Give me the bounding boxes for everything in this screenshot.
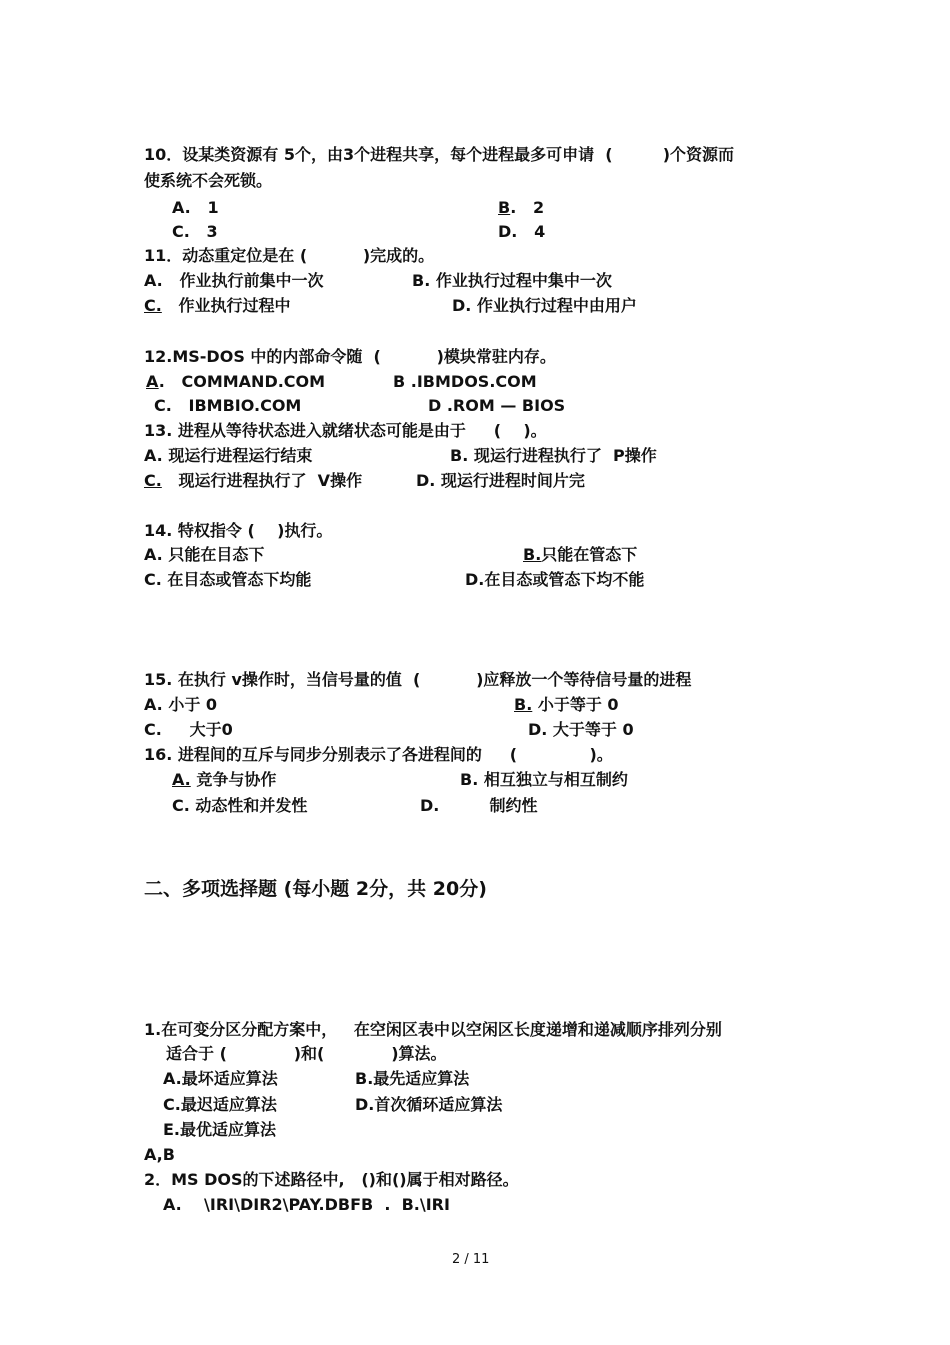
q14-answer-mark: B. [523,545,542,564]
q15-answer-mark: B. [514,695,533,714]
q16-option-b: B. 相互独立与相互制约 [460,770,628,789]
q15-stem: 15. 在执行 v操作时，当信号量的值 ( )应释放一个等待信号量的进程 [144,670,692,689]
q15-option-d: D. 大于等于 0 [528,720,634,739]
q15-option-c: C. 大于0 [144,720,233,739]
q10-stem-line2: 使系统不会死锁。 [144,171,273,190]
q14-option-b: B.只能在管态下 [523,545,638,564]
q14-option-a: A. 只能在目态下 [144,545,265,564]
m1-option-a: A.最坏适应算法 [163,1069,278,1088]
section-heading: 二、多项选择题 (每小题 2分，共 20分) [144,878,487,900]
q13-stem: 13. 进程从等待状态进入就绪状态可能是由于 ( )。 [144,421,547,440]
q16-answer-mark: A. [172,770,191,789]
q13-option-b: B. 现运行进程执行了 P操作 [450,446,657,465]
q13-answer-mark: C. [144,471,162,490]
m2-stem: 2．MS DOS的下述路径中, ()和()属于相对路径。 [144,1170,519,1189]
q15-option-b: B. 小于等于 0 [514,695,619,714]
q12-option-d: D .ROM — BIOS [428,396,566,415]
m1-option-e: E.最优适应算法 [163,1120,277,1139]
q10-option-b: B. 2 [498,198,545,217]
q11-answer-mark: C. [144,296,162,315]
page-number: 2 / 11 [452,1252,490,1267]
q10-option-d: D. 4 [498,222,546,241]
q13-option-d: D. 现运行进程时间片完 [416,471,585,490]
q14-stem: 14. 特权指令 ( )执行。 [144,521,333,540]
q11-option-a: A. 作业执行前集中一次 [144,271,324,290]
q12-option-b: B .IBMDOS.COM [393,372,537,391]
q10-stem-line1: 10．设某类资源有 5个，由3个进程共享，每个进程最多可申请 ( )个资源而 [144,145,735,164]
m1-option-d: D.首次循环适应算法 [355,1095,503,1114]
m1-option-b: B.最先适应算法 [355,1069,470,1088]
q11-stem: 11．动态重定位是在 ( )完成的。 [144,246,435,265]
q12-answer-mark: A [146,372,159,391]
q14-option-d: D.在目态或管态下均不能 [465,570,645,589]
m1-answer: A,B [144,1145,175,1164]
m1-option-c: C.最迟适应算法 [163,1095,277,1114]
q12-option-a: A. COMMAND.COM [146,372,326,391]
q15-option-a: A. 小于 0 [144,695,218,714]
m1-stem-line2: 适合于 ( )和( )算法。 [166,1044,447,1063]
q12-stem: 12.MS-DOS 中的内部命令随 ( )模块常驻内存。 [144,347,556,366]
q14-option-c: C. 在目态或管态下均能 [144,570,312,589]
q10-answer-mark: B [498,198,511,217]
q16-option-d: D. 制约性 [420,796,538,815]
q11-option-d: D. 作业执行过程中由用户 [452,296,637,315]
q16-option-a: A. 竞争与协作 [172,770,277,789]
q12-option-c: C. IBMBIO.COM [154,396,302,415]
q16-stem: 16. 进程间的互斥与同步分别表示了各进程间的 ( )。 [144,745,613,764]
m1-stem-line1: 1.在可变分区分配方案中， 在空闲区表中以空闲区长度递增和递减顺序排列分别 [144,1020,722,1039]
q10-option-a: A. 1 [172,198,219,217]
q11-option-b: B. 作业执行过程中集中一次 [412,271,612,290]
q11-option-c: C. 作业执行过程中 [144,296,291,315]
q13-option-a: A. 现运行进程运行结束 [144,446,313,465]
q13-option-c: C. 现运行进程执行了 V操作 [144,471,363,490]
q16-option-c: C. 动态性和并发性 [172,796,308,815]
m2-options: A. \IRI\DIR2\PAY.DBFB . B.\IRI [163,1195,450,1214]
q10-option-c: C. 3 [172,222,218,241]
